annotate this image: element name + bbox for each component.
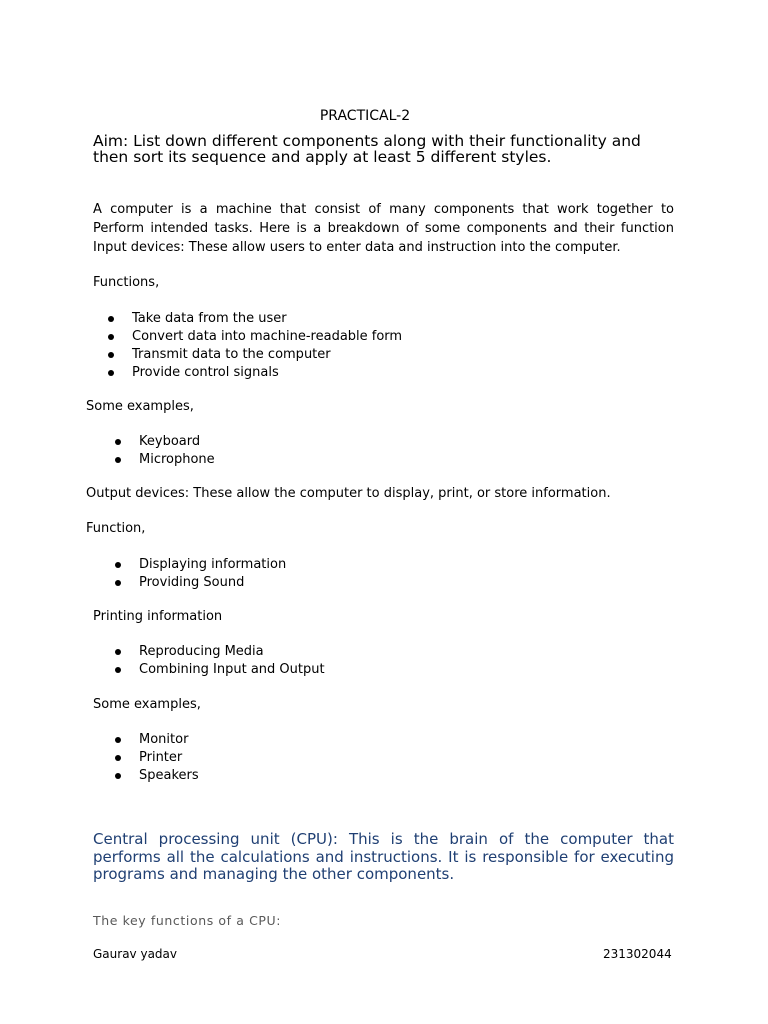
- bullet-icon: [108, 352, 114, 358]
- list-item: Providing Sound: [139, 574, 286, 592]
- output-devices-text: Output devices: These allow the computer to display, print, or store information.: [86, 486, 611, 501]
- bullet-icon: [108, 370, 114, 376]
- output-function-label: Function,: [86, 521, 146, 536]
- list-item: Combining Input and Output: [139, 661, 325, 679]
- output-examples-list: [139, 731, 199, 785]
- cpu-key-functions-heading: The key functions of a CPU:: [93, 913, 282, 928]
- list-item: Displaying information: [139, 556, 286, 574]
- bullet-icon: [108, 334, 114, 340]
- bullet-icon: [115, 457, 121, 463]
- bullet-icon: [115, 649, 121, 655]
- input-examples-list: [139, 433, 215, 469]
- bullet-icon: [115, 755, 121, 761]
- list-item: Transmit data to the computer: [132, 346, 402, 364]
- page-title: PRACTICAL-2: [319, 108, 411, 124]
- bullet-icon: [115, 737, 121, 743]
- intro-paragraph: A computer is a machine that consist of many components that work together to Perform intended tasks. Here is a breakdown of some components and their function Input devices: These allow users to enter data and instruction into the computer.: [93, 202, 674, 255]
- list-item: Reproducing Media: [139, 643, 325, 661]
- bullet-icon: [115, 439, 121, 445]
- bullet-icon: [115, 580, 121, 586]
- bullet-icon: [115, 773, 121, 779]
- input-examples-label: Some examples,: [86, 399, 194, 414]
- list-item: Convert data into machine-readable form: [132, 328, 402, 346]
- input-functions-list: [132, 310, 402, 382]
- list-item: Speakers: [139, 767, 199, 785]
- input-functions-label: Functions,: [93, 275, 160, 290]
- bullet-icon: [108, 316, 114, 322]
- printing-label: Printing information: [93, 609, 223, 624]
- cpu-paragraph: Central processing unit (CPU): This is the brain of the computer that performs all the calculations and instructions. It is responsible for executing programs and managing the other components.: [93, 830, 674, 883]
- list-item: Take data from the user: [132, 310, 402, 328]
- list-item: Printer: [139, 749, 199, 767]
- output-functions-list: [139, 556, 286, 592]
- list-item: Monitor: [139, 731, 199, 749]
- aim-heading: Aim: List down different components along with their functionality and then sort its sequence and apply at least 5 different styles.: [93, 132, 641, 166]
- bullet-icon: [115, 562, 121, 568]
- output-examples-label: Some examples,: [93, 697, 201, 712]
- footer-author-name: Gaurav yadav: [93, 947, 177, 961]
- list-item: Microphone: [139, 451, 215, 469]
- list-item: Provide control signals: [132, 364, 402, 382]
- bullet-icon: [115, 667, 121, 673]
- footer-roll-number: 231302044: [603, 947, 672, 961]
- list-item: Keyboard: [139, 433, 215, 451]
- printing-list: [139, 643, 325, 679]
